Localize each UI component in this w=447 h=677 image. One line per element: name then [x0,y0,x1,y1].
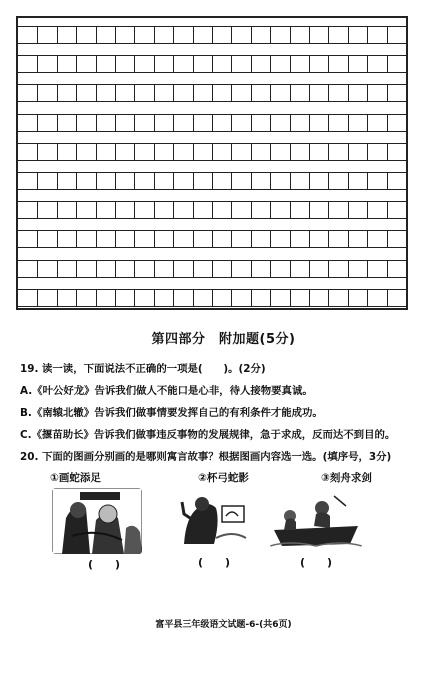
grid-cell-line [348,144,349,160]
grid-cell-line [76,115,77,131]
grid-cell-line [37,27,38,43]
grid-cell-line [290,144,291,160]
grid-cell-line [387,27,388,43]
grid-cell-line [270,290,271,306]
grid-cell-line [290,115,291,131]
grid-cell-line [76,231,77,247]
grid-cell-line [231,290,232,306]
grid-cell-line [231,56,232,72]
grid-cell-line [270,85,271,101]
grid-row [18,84,406,102]
grid-cell-line [387,144,388,160]
grid-row [18,201,406,219]
grid-cell-line [173,290,174,306]
grid-cell-line [154,85,155,101]
grid-cell-line [367,261,368,277]
grid-cell-line [76,261,77,277]
grid-cell-line [96,27,97,43]
grid-cell-line [115,231,116,247]
grid-cell-line [212,115,213,131]
grid-cell-line [251,261,252,277]
grid-cell-line [193,290,194,306]
grid-cell-line [37,115,38,131]
grid-cell-line [367,144,368,160]
grid-cell-line [96,261,97,277]
grid-cell-line [348,115,349,131]
choice-1-label: ①画蛇添足 [50,472,101,484]
grid-cell-line [115,261,116,277]
grid-cell-line [193,115,194,131]
grid-cell-line [212,173,213,189]
grid-cell-line [309,115,310,131]
answer-blank-3[interactable]: ( ) [300,556,333,569]
grid-row [18,55,406,73]
grid-cell-line [212,261,213,277]
grid-cell-line [57,27,58,43]
grid-cell-line [290,173,291,189]
grid-cell-line [270,144,271,160]
grid-cell-line [328,202,329,218]
grid-cell-line [290,290,291,306]
grid-cell-line [212,144,213,160]
grid-cell-line [193,56,194,72]
grid-cell-line [309,27,310,43]
grid-cell-line [76,290,77,306]
grid-cell-line [57,144,58,160]
grid-cell-line [115,27,116,43]
grid-cell-line [387,85,388,101]
grid-cell-line [193,202,194,218]
grid-cell-line [173,56,174,72]
grid-cell-line [309,290,310,306]
grid-cell-line [231,202,232,218]
grid-cell-line [173,231,174,247]
grid-cell-line [212,202,213,218]
illustration-1 [52,488,142,554]
grid-cell-line [328,115,329,131]
grid-cell-line [37,261,38,277]
grid-cell-line [57,261,58,277]
grid-cell-line [134,202,135,218]
grid-cell-line [309,144,310,160]
grid-cell-line [76,56,77,72]
grid-cell-line [193,27,194,43]
grid-cell-line [270,202,271,218]
grid-cell-line [134,231,135,247]
grid-cell-line [348,27,349,43]
grid-cell-line [251,144,252,160]
grid-cell-line [173,202,174,218]
grid-cell-line [290,56,291,72]
grid-cell-line [134,144,135,160]
grid-cell-line [212,231,213,247]
grid-cell-line [251,202,252,218]
grid-cell-line [96,202,97,218]
grid-cell-line [348,173,349,189]
grid-cell-line [367,202,368,218]
grid-cell-line [212,85,213,101]
grid-row [18,230,406,248]
grid-cell-line [270,231,271,247]
grid-cell-line [367,56,368,72]
grid-cell-line [154,202,155,218]
illustration-2 [176,488,250,546]
grid-cell-line [348,56,349,72]
grid-cell-line [231,144,232,160]
grid-cell-line [212,56,213,72]
question-19-stem: 19. 读一读，下面说法不正确的一项是( )。(2分) [20,363,266,375]
grid-cell-line [231,261,232,277]
grid-cell-line [387,261,388,277]
grid-cell-line [76,27,77,43]
grid-cell-line [154,115,155,131]
grid-cell-line [115,144,116,160]
grid-cell-line [231,27,232,43]
grid-cell-line [328,290,329,306]
grid-cell-line [37,290,38,306]
grid-cell-line [270,56,271,72]
page-footer: 富平县三年级语文试题-6-(共6页) [155,620,292,630]
grid-cell-line [37,56,38,72]
grid-cell-line [231,115,232,131]
grid-row [18,260,406,278]
grid-cell-line [348,85,349,101]
grid-cell-line [290,261,291,277]
grid-cell-line [154,144,155,160]
grid-cell-line [367,27,368,43]
grid-cell-line [76,173,77,189]
grid-cell-line [251,231,252,247]
grid-cell-line [387,115,388,131]
grid-cell-line [309,231,310,247]
grid-cell-line [154,261,155,277]
grid-cell-line [154,231,155,247]
grid-cell-line [193,173,194,189]
grid-cell-line [173,173,174,189]
grid-row [18,26,406,44]
grid-cell-line [290,27,291,43]
grid-cell-line [134,85,135,101]
grid-cell-line [309,173,310,189]
grid-cell-line [270,27,271,43]
grid-cell-line [134,261,135,277]
grid-row [18,143,406,161]
grid-cell-line [134,56,135,72]
grid-cell-line [173,27,174,43]
grid-cell-line [387,290,388,306]
grid-cell-line [57,231,58,247]
grid-cell-line [309,85,310,101]
grid-cell-line [57,85,58,101]
grid-cell-line [76,202,77,218]
question-19-option-c: C.《揠苗助长》告诉我们做事违反事物的发展规律，急于求成，反而达不到目的。 [20,429,396,441]
grid-cell-line [37,173,38,189]
grid-cell-line [387,231,388,247]
grid-cell-line [328,27,329,43]
grid-cell-line [348,290,349,306]
grid-row [18,172,406,190]
grid-cell-line [154,27,155,43]
grid-cell-line [212,27,213,43]
grid-cell-line [328,144,329,160]
grid-row [18,114,406,132]
choice-3-label: ③刻舟求剑 [321,472,372,484]
grid-cell-line [134,27,135,43]
grid-cell-line [37,144,38,160]
grid-cell-line [173,144,174,160]
grid-cell-line [154,173,155,189]
grid-cell-line [231,231,232,247]
grid-cell-line [37,85,38,101]
grid-cell-line [251,27,252,43]
grid-cell-line [57,173,58,189]
grid-cell-line [193,85,194,101]
grid-cell-line [96,173,97,189]
grid-cell-line [154,56,155,72]
question-19-option-b: B.《南辕北辙》告诉我们做事情要发挥自己的有利条件才能成功。 [20,407,323,419]
grid-cell-line [57,115,58,131]
grid-cell-line [115,85,116,101]
section-title: 第四部分 附加题(5分) [151,332,296,347]
grid-cell-line [231,173,232,189]
grid-cell-line [115,173,116,189]
grid-cell-line [57,202,58,218]
grid-cell-line [134,173,135,189]
grid-cell-line [270,115,271,131]
grid-cell-line [290,202,291,218]
grid-cell-line [348,231,349,247]
grid-cell-line [57,56,58,72]
grid-cell-line [251,115,252,131]
grid-cell-line [367,173,368,189]
answer-blank-1[interactable]: ( ) [88,558,121,571]
grid-cell-line [115,290,116,306]
grid-cell-line [96,115,97,131]
grid-cell-line [328,173,329,189]
grid-cell-line [328,261,329,277]
grid-row [18,289,406,307]
grid-cell-line [251,290,252,306]
grid-cell-line [270,261,271,277]
grid-cell-line [309,56,310,72]
grid-cell-line [328,85,329,101]
grid-cell-line [367,231,368,247]
question-19-option-a: A.《叶公好龙》告诉我们做人不能口是心非，待人接物要真诚。 [20,385,313,397]
grid-cell-line [134,115,135,131]
grid-cell-line [193,144,194,160]
grid-cell-line [173,261,174,277]
grid-cell-line [212,290,213,306]
grid-cell-line [173,85,174,101]
grid-cell-line [348,261,349,277]
grid-cell-line [57,290,58,306]
grid-cell-line [115,56,116,72]
grid-cell-line [367,115,368,131]
grid-cell-line [134,290,135,306]
grid-cell-line [387,202,388,218]
writing-grid [16,16,408,310]
grid-cell-line [251,173,252,189]
grid-cell-line [193,231,194,247]
grid-cell-line [309,261,310,277]
grid-cell-line [115,115,116,131]
grid-cell-line [96,231,97,247]
grid-cell-line [387,173,388,189]
grid-cell-line [348,202,349,218]
grid-cell-line [96,56,97,72]
grid-cell-line [270,173,271,189]
grid-cell-line [76,144,77,160]
answer-blank-2[interactable]: ( ) [198,556,231,569]
grid-cell-line [328,56,329,72]
grid-cell-line [290,231,291,247]
grid-cell-line [115,202,116,218]
grid-cell-line [37,202,38,218]
grid-cell-line [387,56,388,72]
grid-cell-line [193,261,194,277]
grid-cell-line [96,144,97,160]
question-20-stem: 20. 下面的图画分别画的是哪则寓言故事？根据图画内容选一选。(填序号，3分) [20,451,392,463]
grid-cell-line [309,202,310,218]
grid-cell-line [367,85,368,101]
grid-cell-line [76,85,77,101]
grid-cell-line [328,231,329,247]
grid-cell-line [96,85,97,101]
grid-cell-line [367,290,368,306]
grid-cell-line [290,85,291,101]
grid-cell-line [251,56,252,72]
illustration-3 [270,486,362,548]
grid-cell-line [96,290,97,306]
grid-cell-line [251,85,252,101]
grid-cell-line [37,231,38,247]
grid-cell-line [154,290,155,306]
grid-cell-line [173,115,174,131]
grid-cell-line [231,85,232,101]
choice-2-label: ②杯弓蛇影 [198,472,249,484]
